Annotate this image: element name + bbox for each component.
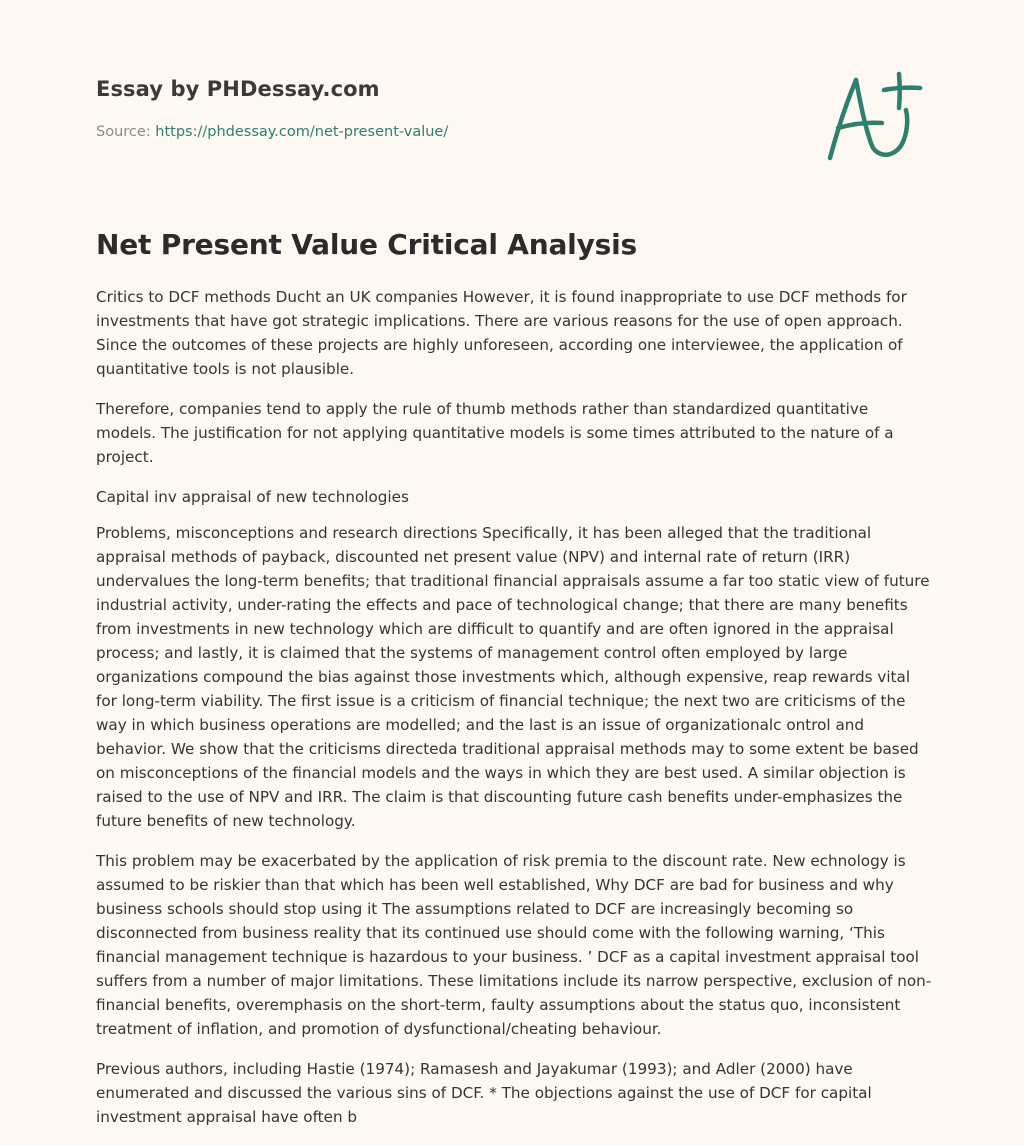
article-body [96,285,932,1145]
article-title: Net Present Value Critical Analysis [96,228,637,261]
source-label: Source: [96,124,156,140]
a-plus-logo-icon [820,66,930,166]
paragraph: This problem may be exacerbated by the application of risk premia to the discount rate. New echnology is assumed to be riskier than that which has been well established, Why DCF are bad for business and why business schools should stop using it The assumptions related to DCF are increasingly becoming so disconnected from business reality that its continued use should come with the following warning, ‘This financial management technique is hazardous to your business. ’ DCF as a capital investment appraisal tool suffers from a number of major limitations. These limitations include its narrow perspective, exclusion of non-financial benefits, overemphasis on the short-term, faulty assumptions about the status quo, inconsistent treatment of inflation, and promotion of dysfunctional/cheating behaviour. [96,852,932,1038]
site-title: Essay by PHDessay.com [96,77,380,101]
paragraph: Critics to DCF methods Ducht an UK companies However, it is found inappropriate to use DCF methods for investments that have got strategic implications. There are various reasons for the use of open approach. Since the outcomes of these projects are highly unforeseen, according one interviewee, the application of quantitative tools is not plausible. [96,288,907,378]
paragraph: Problems, misconceptions and research directions Specifically, it has been alleged that the traditional appraisal methods of payback, discounted net present value (NPV) and internal rate of return (IRR) undervalues the long-term benefits; that traditional financial appraisals assume a far too static view of future industrial activity, under-rating the effects and pace of technological change; that there are many benefits from investments in new technology which are difficult to quantify and are often ignored in the appraisal process; and lastly, it is claimed that the systems of management control often employed by large organizations compound the bias against those investments which, although expensive, reap rewards vital for long-term viability. The first issue is a criticism of financial technique; the next two are criticisms of the way in which business operations are modelled; and the last is an issue of organizationalc ontrol and behavior. We show that the criticisms directeda traditional appraisal methods may to some extent be based on misconceptions of the financial models and the ways in which they are best used. A similar objection is raised to the use of NPV and IRR. The claim is that discounting future cash benefits under-emphasizes the future benefits of new technology. [96,524,930,830]
section-heading: Capital inv appraisal of new technologies [96,488,409,506]
paragraph: Previous authors, including Hastie (1974); Ramasesh and Jayakumar (1993); and Adler (2000) have enumerated and discussed the various sins of DCF. * The objections against the use of DCF for capital investment appraisal have often b [96,1060,872,1126]
source-line [96,124,448,140]
paragraph: Therefore, companies tend to apply the rule of thumb methods rather than standardized quantitative models. The justification for not applying quantitative models is some times attributed to the nature of a project. [96,400,894,466]
source-link[interactable]: https://phdessay.com/net-present-value/ [155,124,449,140]
